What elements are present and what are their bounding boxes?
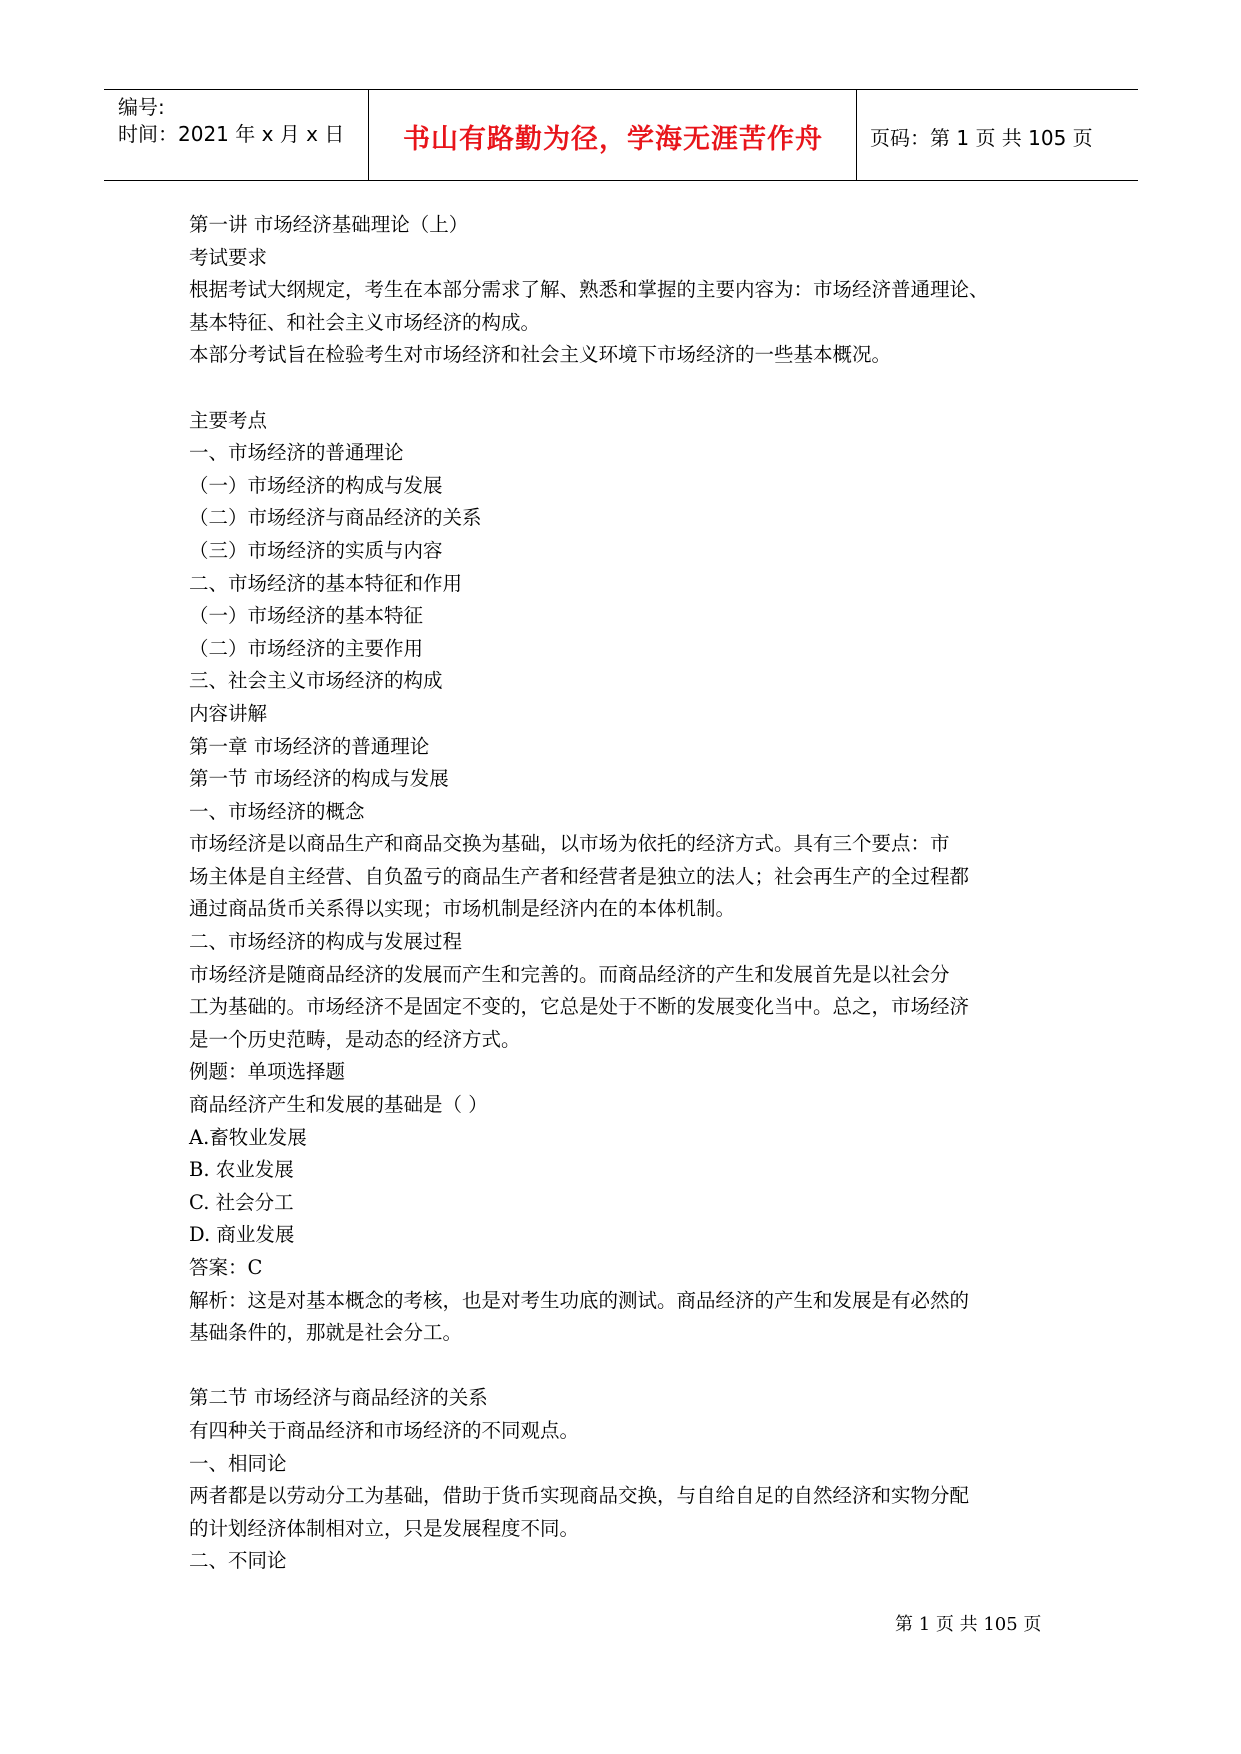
text-line: 二、市场经济的基本特征和作用 — [189, 571, 463, 595]
text-line: 考试要求 — [189, 245, 268, 269]
text-line: 基础条件的，那就是社会分工。 — [189, 1321, 463, 1345]
text-line: 内容讲解 — [189, 701, 268, 725]
time-label: 时间：2021 年 x 月 x 日 — [118, 122, 345, 146]
text-line: 市场经济是以商品生产和商品交换为基础，以市场为依托的经济方式。具有三个要点：市 — [189, 832, 950, 856]
text-line: 根据考试大纲规定，考生在本部分需求了解、熟悉和掌握的主要内容为：市场经济普通理论、 — [189, 278, 989, 302]
text-line: （三）市场经济的实质与内容 — [189, 538, 443, 562]
blank-line — [189, 372, 1061, 405]
text-line: 例题：单项选择题 — [189, 1060, 346, 1084]
text-line: 两者都是以劳动分工为基础，借助于货币实现商品交换，与自给自足的自然经济和实物分配 — [189, 1484, 970, 1508]
text-line: 基本特征、和社会主义市场经济的构成。 — [189, 310, 541, 334]
text-line: 第一讲 市场经济基础理论（上） — [189, 213, 469, 236]
text-line: D. 商业发展 — [189, 1223, 295, 1247]
blank-line — [189, 1350, 1061, 1383]
text-line: 是一个历史范畴，是动态的经济方式。 — [189, 1027, 521, 1051]
header-divider-right — [856, 90, 857, 180]
text-line: 一、相同论 — [189, 1451, 287, 1475]
text-line: 本部分考试旨在检验考生对市场经济和社会主义环境下市场经济的一些基本概况。 — [189, 343, 892, 367]
text-line: （一）市场经济的基本特征 — [189, 604, 424, 628]
header-divider-left — [368, 90, 369, 180]
text-line: 场主体是自主经营、自负盈亏的商品生产者和经营者是独立的法人；社会再生产的全过程都 — [189, 864, 970, 888]
page-footer: 第 1 页 共 105 页 — [895, 1614, 1042, 1635]
text-line: 第一章 市场经济的普通理论 — [189, 734, 430, 758]
text-line: 第一节 市场经济的构成与发展 — [189, 767, 449, 791]
text-line: 工为基础的。市场经济不是固定不变的，它总是处于不断的发展变化当中。总之，市场经济 — [189, 995, 970, 1019]
text-line: 二、市场经济的构成与发展过程 — [189, 930, 463, 954]
text-line: 一、市场经济的普通理论 — [189, 441, 404, 465]
header-page-info: 页码：第 1 页 共 105 页 — [870, 125, 1093, 150]
text-line: 商品经济产生和发展的基础是（ ） — [189, 1093, 488, 1117]
text-line: C. 社会分工 — [189, 1190, 294, 1214]
document-body — [189, 209, 1061, 1578]
text-line: 一、市场经济的概念 — [189, 799, 365, 823]
text-line: （二）市场经济与商品经济的关系 — [189, 506, 482, 530]
text-line: 通过商品货币关系得以实现；市场机制是经济内在的本体机制。 — [189, 897, 736, 921]
text-line: 有四种关于商品经济和市场经济的不同观点。 — [189, 1418, 580, 1442]
text-line: 第二节 市场经济与商品经济的关系 — [189, 1386, 488, 1410]
text-line: 的计划经济体制相对立，只是发展程度不同。 — [189, 1516, 580, 1540]
text-line: A.畜牧业发展 — [189, 1125, 307, 1149]
text-line: 二、不同论 — [189, 1549, 287, 1573]
text-line: 主要考点 — [189, 408, 268, 432]
text-line: （一）市场经济的构成与发展 — [189, 473, 443, 497]
text-line: 市场经济是随商品经济的发展而产生和完善的。而商品经济的产生和发展首先是以社会分 — [189, 962, 950, 986]
text-line: （二）市场经济的主要作用 — [189, 636, 424, 660]
header-meta — [118, 94, 344, 148]
text-line: 三、社会主义市场经济的构成 — [189, 669, 443, 693]
document-header — [104, 89, 1138, 181]
header-motto: 书山有路勤为径，学海无涯苦作舟 — [403, 123, 823, 155]
number-label: 编号: — [118, 95, 165, 119]
text-line: B. 农业发展 — [189, 1158, 294, 1182]
text-line: 解析：这是对基本概念的考核，也是对考生功底的测试。商品经济的产生和发展是有必然的 — [189, 1288, 970, 1312]
text-line: 答案：C — [189, 1256, 263, 1279]
